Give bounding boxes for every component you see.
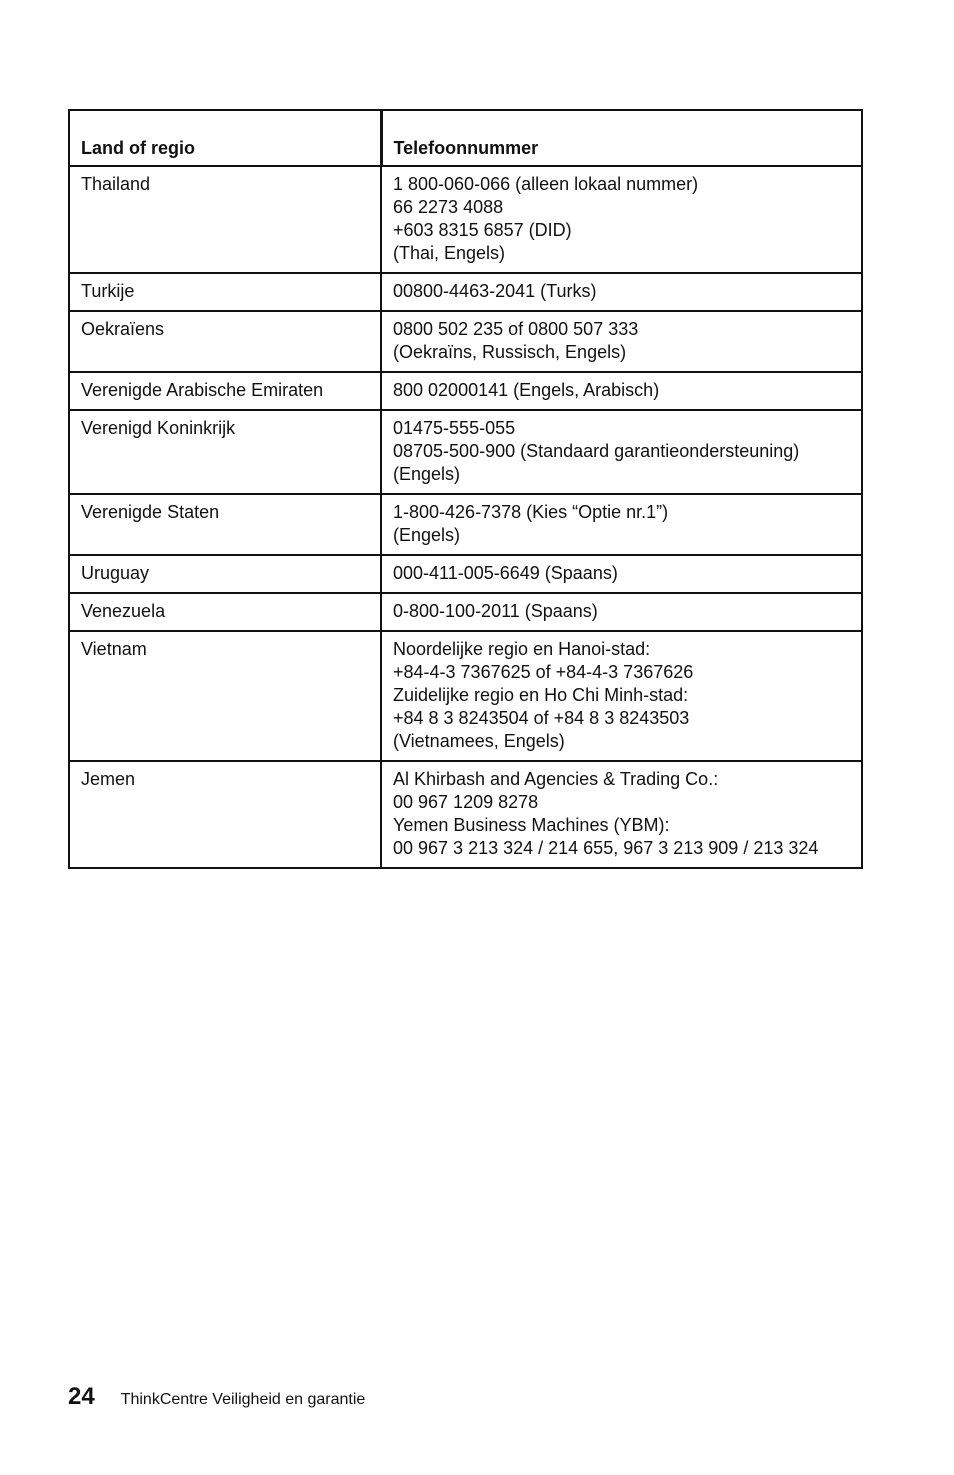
phone-line: 1-800-426-7378 (Kies “Optie nr.1”)	[393, 502, 669, 522]
table-row	[69, 761, 862, 868]
table-row	[69, 273, 862, 311]
table-body	[69, 166, 862, 868]
phone-line: Al Khirbash and Agencies & Trading Co.:	[393, 769, 719, 789]
country-cell: Verenigde Arabische Emiraten	[69, 372, 381, 410]
table-row	[69, 593, 862, 631]
phone-line: (Vietnamees, Engels)	[393, 731, 565, 751]
table-row	[69, 494, 862, 555]
phone-line: Zuidelijke regio en Ho Chi Minh-stad:	[393, 685, 689, 705]
country-cell: Turkije	[69, 273, 381, 311]
country-cell: Vietnam	[69, 631, 381, 761]
phone-cell	[381, 166, 862, 273]
column-header-phone: Telefoonnummer	[381, 110, 862, 166]
phone-line: 0-800-100-2011 (Spaans)	[393, 601, 598, 621]
country-cell: Uruguay	[69, 555, 381, 593]
phone-line: 1 800-060-066 (alleen lokaal nummer)	[393, 174, 699, 194]
phone-line: 0800 502 235 of 0800 507 333	[393, 319, 639, 339]
country-cell: Verenigd Koninkrijk	[69, 410, 381, 494]
phone-line: 66 2273 4088	[393, 197, 504, 217]
phone-cell	[381, 593, 862, 631]
phone-cell	[381, 372, 862, 410]
document-title: ThinkCentre Veiligheid en garantie	[120, 1391, 366, 1408]
phone-cell	[381, 311, 862, 372]
phone-line: 08705-500-900 (Standaard garantieondersteuning)	[393, 441, 800, 461]
table-row	[69, 631, 862, 761]
phone-cell	[381, 555, 862, 593]
phone-line: +84 8 3 8243504 of +84 8 3 8243503	[393, 708, 690, 728]
page-footer	[68, 1383, 365, 1411]
phone-line: 000-411-005-6649 (Spaans)	[393, 563, 618, 583]
country-cell: Jemen	[69, 761, 381, 868]
table-row	[69, 555, 862, 593]
phone-line: 00800-4463-2041 (Turks)	[393, 281, 597, 301]
phone-cell	[381, 631, 862, 761]
country-cell: Verenigde Staten	[69, 494, 381, 555]
table-row	[69, 372, 862, 410]
phone-line: 800 02000141 (Engels, Arabisch)	[393, 380, 660, 400]
table-row	[69, 410, 862, 494]
page-number: 24	[68, 1383, 95, 1410]
country-cell: Oekraïens	[69, 311, 381, 372]
table-header-row	[69, 110, 862, 166]
phone-line: 01475-555-055	[393, 418, 516, 438]
phone-line: (Thai, Engels)	[393, 243, 506, 263]
phone-cell	[381, 273, 862, 311]
phone-cell	[381, 410, 862, 494]
phone-line: 00 967 1209 8278	[393, 792, 539, 812]
country-cell: Venezuela	[69, 593, 381, 631]
phone-line: (Engels)	[393, 525, 461, 545]
phone-cell	[381, 494, 862, 555]
country-cell: Thailand	[69, 166, 381, 273]
table-row	[69, 166, 862, 273]
phone-cell	[381, 761, 862, 868]
phone-line: Noordelijke regio en Hanoi-stad:	[393, 639, 651, 659]
table-row	[69, 311, 862, 372]
phone-line: 00 967 3 213 324 / 214 655, 967 3 213 909 / 213 324	[393, 838, 819, 858]
phone-line: +603 8315 6857 (DID)	[393, 220, 572, 240]
phone-line: Yemen Business Machines (YBM):	[393, 815, 670, 835]
phone-line: (Oekraïns, Russisch, Engels)	[393, 342, 627, 362]
phone-line: (Engels)	[393, 464, 461, 484]
phone-support-table	[68, 109, 863, 869]
phone-line: +84-4-3 7367625 of +84-4-3 7367626	[393, 662, 694, 682]
column-header-country: Land of regio	[69, 110, 381, 166]
